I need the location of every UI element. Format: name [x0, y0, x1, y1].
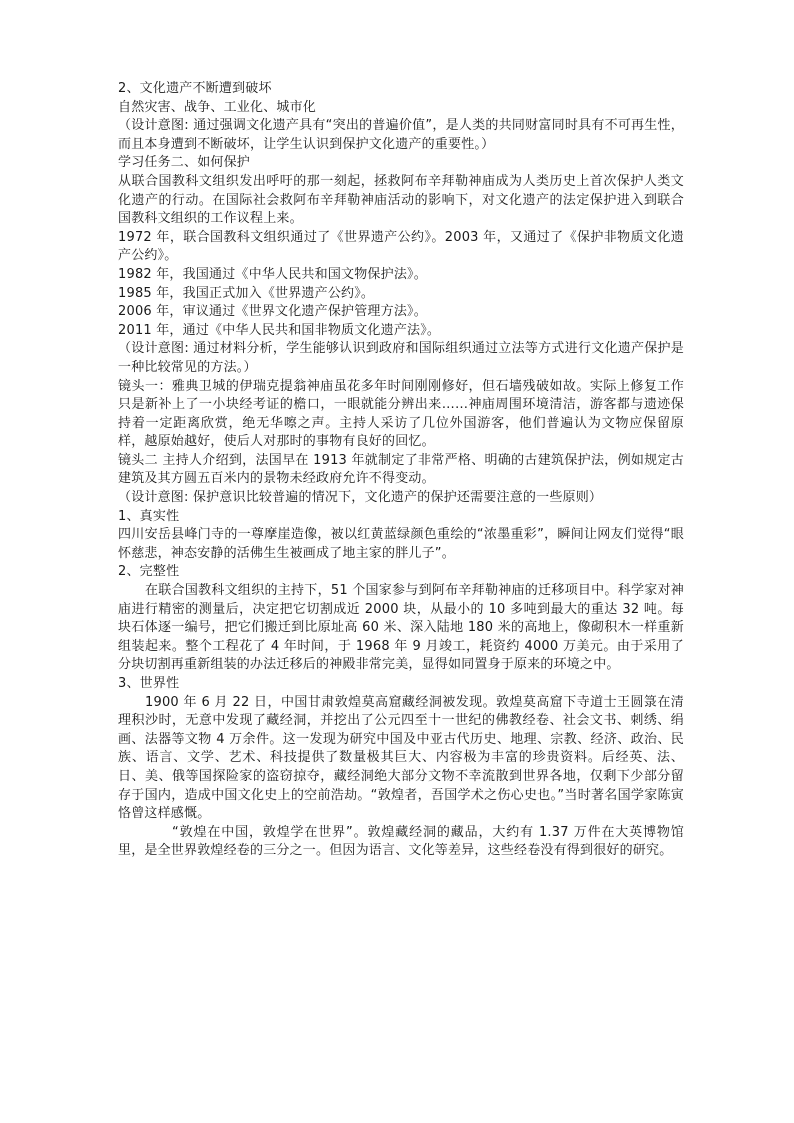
principle-heading: 1、真实性 — [118, 508, 180, 524]
timeline-item: 2006 年，审议通过《世界文化遗产保护管理方法》。 — [118, 304, 427, 320]
section-heading: 2、文化遗产不断遭到破坏 — [118, 81, 272, 96]
task-heading: 学习任务二、如何保护 — [118, 155, 251, 171]
document-page — [118, 80, 684, 861]
body-paragraph: “敦煌在中国，敦煌学在世界”。敦煌藏经洞的藏品，大约有 1.37 万件在大英博物馆里，是全世界敦煌经卷的三分之一。但因为语言、文化等差异，这些经卷没有得到很好的研究。 — [118, 824, 684, 859]
body-paragraph: 在联合国教科文组织的主持下，51 个国家参与到阿布辛拜勒神庙的迁移项目中。科学家对神庙进行精密的测量后，决定把它切割成近 2000 块，从最小的 10 多吨到最大的重达 32 吨。每块石体逐一编号，把它们搬迁到比原址高 60 米、深入陆地 180 米的高地上，像砌积木一样重新组装起来。整个工程花了 4 年时间，于 1968 年 9 月竣工，耗资约 4000 万美元。由于采用了分块切割再重新组装的办法迁移后的神殿非常完美，显得如同置身于原来的环境之中。 — [118, 583, 684, 673]
body-paragraph: 镜头二 主持人介绍到，法国早在 1913 年就制定了非常严格、明确的古建筑保护法，例如规定古建筑及其方圆五百米内的景物未经政府允许不得变动。 — [118, 452, 684, 487]
body-paragraph: 镜头一：雅典卫城的伊瑞克提翁神庙虽花多年时间刚刚修好，但石墙残破如故。实际上修复工作只是新补上了一小块经考证的檐口，一眼就能分辨出来……神庙周围环境清洁，游客都与遗迹保持着一定距离欣赏，绝无华嚓之声。主持人采访了几位外国游客，他们普遍认为文物应保留原样，越原始越好，使后人对那时的事物有良好的回忆。 — [118, 378, 684, 450]
causes-line: 自然灾害、战争、工业化、城市化 — [118, 99, 317, 115]
body-paragraph: 四川安岳县峰门寺的一尊摩崖造像，被以红黄蓝绿颜色重绘的“浓墨重彩”，瞬间让网友们觉得“眼怀慈悲，神态安静的活佛生生被画成了地主家的胖儿子”。 — [118, 527, 684, 561]
design-note: （设计意图: 保护意识比较普遍的情况下，文化遗产的保护还需要注意的一些原则） — [118, 490, 603, 506]
timeline-item: 1972 年，联合国教科文组织通过了《世界遗产公约》。2003 年，又通过了《保护非物质文化遗产公约》。 — [118, 229, 684, 264]
design-note: （设计意图: 通过强调文化遗产具有“突出的普遍价值”，是人类的共同财富同时具有不可再生性，而且本身遭到不断破坏，让学生认识到保护文化遗产的重要性。） — [118, 118, 684, 152]
timeline-item: 2011 年，通过《中华人民共和国非物质文化遗产法》。 — [118, 322, 441, 338]
timeline-item: 1982 年，我国通过《中华人民共和国文物保护法》。 — [118, 266, 427, 282]
timeline-item: 1985 年，我国正式加入《世界遗产公约》。 — [118, 285, 375, 301]
body-paragraph: 1900 年 6 月 22 日，中国甘肃敦煌莫高窟藏经洞被发现。敦煌莫高窟下寺道士王圆箓在清理积沙时，无意中发现了藏经洞，并挖出了公元四至十一世纪的佛教经卷、社会文书、刺绣、绢画、法器等文物 4 万余件。这一发现为研究中国及中亚古代历史、地理、宗教、经济、政治、民族、语言、文学、艺术、科技提供了数量极其巨大、内容极为丰富的珍贵资料。后经英、法、日、美、俄等国探险家的盗窃掠夺，藏经洞绝大部分文物不幸流散到世界各地，仅剩下少部分留存于国内，造成中国文化史上的空前浩劫。“敦煌者，吾国学术之伤心史也。”当时著名国学家陈寅恪曾这样感慨。 — [118, 694, 684, 822]
principle-heading: 3、世界性 — [118, 676, 180, 691]
principle-heading: 2、完整性 — [118, 564, 180, 580]
design-note: （设计意图: 通过材料分析，学生能够认识到政府和国际组织通过立法等方式进行文化遗产保护是一种比较常见的方法。） — [118, 341, 684, 375]
body-paragraph: 从联合国教科文组织发出呼吁的那一刻起，拯救阿布辛拜勒神庙成为人类历史上首次保护人类文化遗产的行动。在国际社会救阿布辛拜勒神庙活动的影响下，对文化遗产的法定保护进入到联合国教科文组织的工作议程上来。 — [118, 173, 684, 227]
